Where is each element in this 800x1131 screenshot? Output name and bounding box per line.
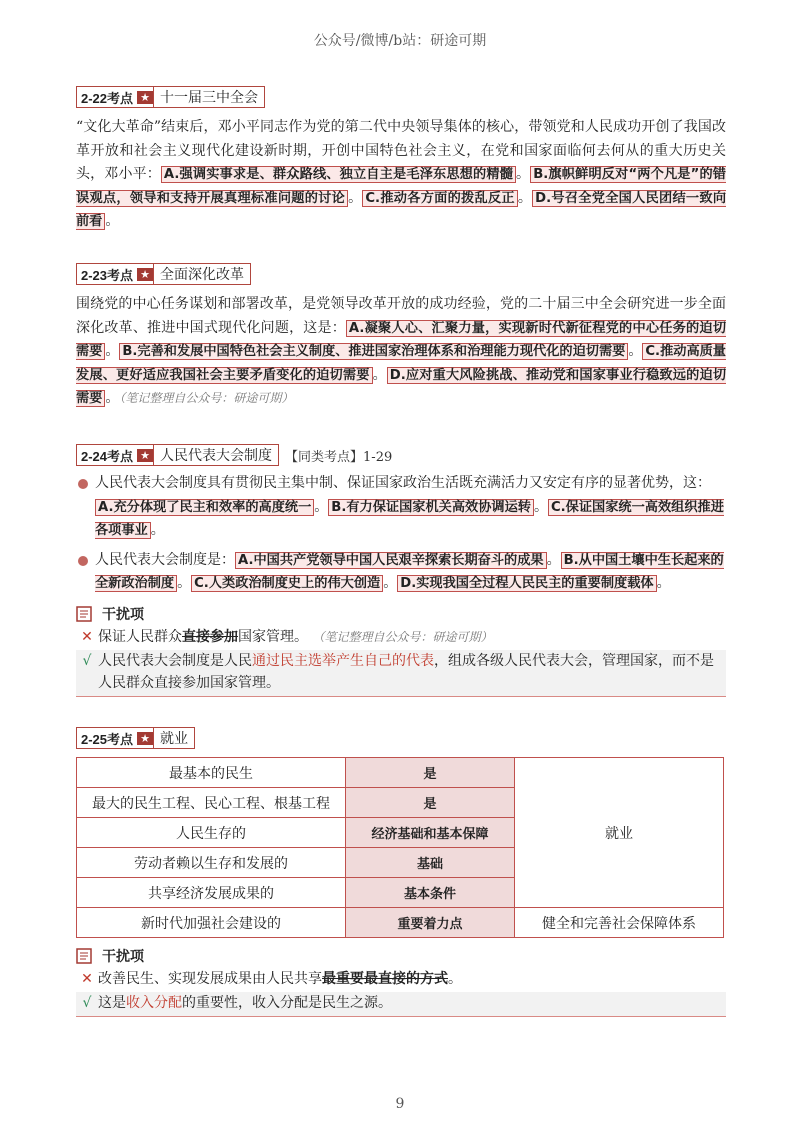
- topic-tag: [76, 727, 726, 749]
- star-icon: ★: [137, 91, 153, 104]
- topic-title: 全面深化改革: [154, 263, 251, 285]
- topic-id: 2-22考点: [77, 88, 137, 107]
- topic-body: “文化大革命”结束后，邓小平同志作为党的第二代中央领导集体的核心，带领党和人民成功开创了我国改革开放和社会主义现代化建设新时期，开创中国特色社会主义，在党和国家面临何去何从的重大历史关头，邓小平： A.强调实事求是、群众路线、独立自主是毛泽东思想的精髓 。 B.旗帜鲜明反对“两个凡是”的错误观点，领导和支持开展真理标准问题的讨论 。 C.推动各方面的拨乱反正 。 D.号召全党全国人民团结一致向前看 。: [76, 119, 727, 229]
- topic-tag: [76, 263, 726, 285]
- topic-body: 围绕党的中心任务谋划和部署改革，是党领导改革开放的成功经验，党的二十届三中全会研究进一步全面深化改革、推进中国式现代化问题，这是： A.凝聚人心、汇聚力量，实现新时代新征程党的中心任务的迫切需要 。 B.完善和发展中国特色社会主义制度、推进国家治理体系和治理能力现代化的迫切需要 。 C.推动高质量发展、更好适应我国社会主要矛盾变化的迫切需要 。 D.应对重大风险挑战、推动党和国家事业行稳致远的迫切需要 。（笔记整理自公众号：研途可期）: [76, 296, 727, 406]
- check-icon: √: [82, 652, 92, 669]
- related-topic: 【同类考点】1-29: [285, 449, 393, 465]
- section-2-23: [76, 263, 726, 411]
- list-icon: [76, 606, 94, 622]
- topic-id: 2-23考点: [77, 265, 137, 284]
- cross-icon: ✕: [81, 971, 93, 987]
- topic-title: 就业: [154, 727, 195, 749]
- topic-title: 十一届三中全会: [154, 86, 265, 108]
- topic-id: 2-25考点: [77, 729, 137, 748]
- wrong-item: ✕ 保证人民群众直接参加国家管理。 （笔记整理自公众号：研途可期）: [76, 626, 726, 648]
- page-header: 公众号/微博/b站：研途可期: [313, 33, 487, 49]
- section-2-25: [76, 727, 726, 1017]
- topic-tag: [76, 444, 726, 466]
- bullet-dot-icon: [78, 479, 88, 489]
- star-icon: ★: [137, 268, 153, 281]
- table-row: 最基本的民生 是 就业: [77, 758, 724, 788]
- distractor-heading: 干扰项: [76, 946, 726, 966]
- wrong-item: ✕ 改善民生、实现发展成果由人民共享最重要最直接的方式。: [76, 968, 726, 990]
- page-number: 9: [395, 1096, 405, 1112]
- check-icon: √: [82, 995, 92, 1011]
- star-icon: ★: [137, 449, 153, 462]
- bullet-dot-icon: [78, 556, 88, 566]
- section-2-22: [76, 86, 726, 234]
- topic-id: 2-24考点: [77, 446, 137, 465]
- source-note: （笔记整理自公众号：研途可期）: [119, 391, 294, 405]
- table-row: 共享经济发展成果的 基本条件: [77, 878, 724, 908]
- cross-icon: ✕: [81, 628, 93, 645]
- correct-item: √ 人民代表大会制度是人民通过民主选举产生自己的代表，组成各级人民代表大会，管理国家，而不是人民群众直接参加国家管理。: [76, 650, 726, 697]
- table-row: 最大的民生工程、民心工程、根基工程 是: [77, 788, 724, 818]
- table-row: 劳动者赖以生存和发展的 基础: [77, 848, 724, 878]
- list-icon: [76, 948, 94, 964]
- bullet-item: 人民代表大会制度是： A.中国共产党领导中国人民艰辛探索长期奋斗的成果 。 B.从中国土壤中生长起来的全新政治制度 。 C.人类政治制度史上的伟大创造 。 D.实现我国全过程人民民主的重要制度载体 。: [76, 549, 726, 596]
- bullet-item: 人民代表大会制度具有贯彻民主集中制、保证国家政治生活既充满活力又安定有序的显著优势，这：A.充分体现了民主和效率的高度统一 。 B.有力保证国家机关高效协调运转 。 C.保证国家统一高效组织推进各项事业 。: [76, 472, 726, 543]
- employment-table: [76, 757, 724, 938]
- star-icon: ★: [137, 732, 153, 745]
- table-row: 人民生存的 经济基础和基本保障: [77, 818, 724, 848]
- topic-tag: [76, 86, 726, 108]
- distractor-heading: 干扰项: [76, 604, 726, 624]
- correct-item: √ 这是收入分配的重要性，收入分配是民生之源。: [76, 992, 726, 1017]
- table-row: 新时代加强社会建设的 重要着力点 健全和完善社会保障体系: [77, 908, 724, 938]
- topic-title: 人民代表大会制度: [154, 444, 279, 466]
- section-2-24: [76, 444, 726, 697]
